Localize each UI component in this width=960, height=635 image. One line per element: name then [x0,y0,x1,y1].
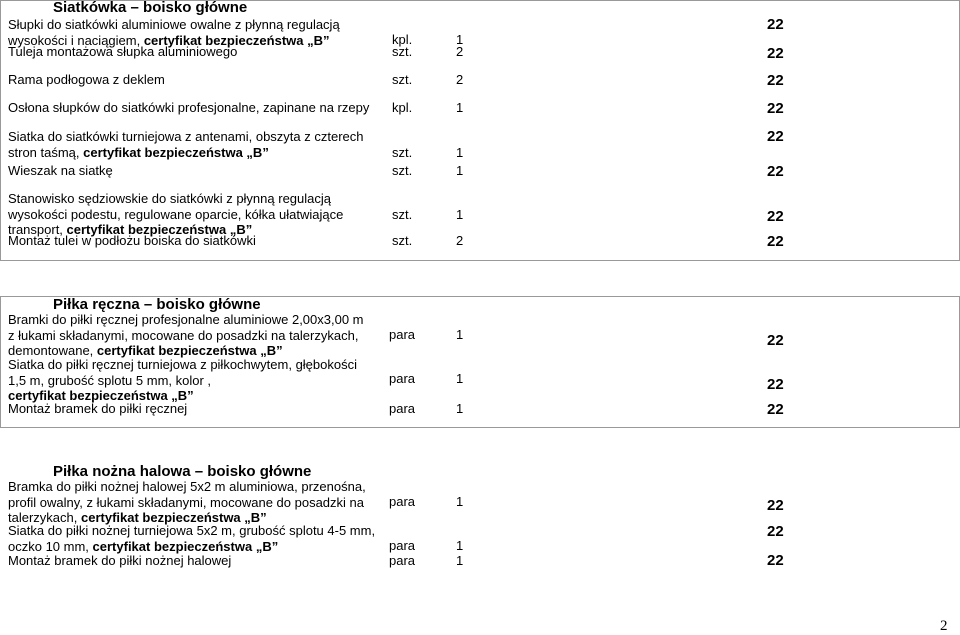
item-description: Osłona słupków do siatkówki profesjonalne, zapinane na rzepy [8,100,370,115]
item-unit: para [389,371,416,386]
item-qty: 1 [456,100,464,115]
item-value: 22 [767,497,784,514]
item-unit: szt. [392,163,413,178]
item-value: 22 [767,332,784,349]
item-value: 22 [767,233,784,250]
item-qty: 1 [456,494,464,509]
item-description: Montaż tulei w podłożu boiska do siatkówki [8,233,256,248]
item-value: 22 [767,552,784,569]
item-qty: 2 [456,72,464,87]
item-qty: 1 [456,207,464,222]
item-unit: szt. [392,233,413,248]
item-unit: para [389,327,416,342]
item-description: Bramka do piłki nożnej halowej 5x2 m aluminiowa, przenośna, profil owalny, z łukami składanymi, mocowane do posadzki na talerzykach, certyfikat bezpieczeństwa „B” [8,479,366,525]
item-description: Wieszak na siatkę [8,163,113,178]
item-qty: 2 [456,44,464,59]
item-description: Montaż bramek do piłki ręcznej [8,401,188,416]
item-description: Tuleja montażowa słupka aluminiowego [8,44,238,59]
item-unit: para [389,538,416,553]
item-value: 22 [767,45,784,62]
item-value: 22 [767,163,784,180]
item-description: Słupki do siatkówki aluminiowe owalne z płynną regulacją wysokości i naciągiem, certyfikat bezpieczeństwa „B” [8,17,340,48]
item-value: 22 [767,376,784,393]
item-description: Siatka do siatkówki turniejowa z antenami, obszyta z czterech stron taśmą, certyfikat bezpieczeństwa „B” [8,129,364,160]
item-description: Bramki do piłki ręcznej profesjonalne aluminiowe 2,00x3,00 m z łukami składanymi, mocowane do posadzki na talerzykach, demontowane, certyfikat bezpieczeństwa „B” [8,312,364,358]
item-description: Siatka do piłki nożnej turniejowa 5x2 m, grubość splotu 4-5 mm, oczko 10 mm, certyfikat bezpieczeństwa „B” [8,523,376,554]
item-unit: szt. [392,44,413,59]
item-qty: 1 [456,327,464,342]
page-number: 2 [940,618,948,634]
item-unit: kpl. [392,100,413,115]
item-unit: szt. [392,145,413,160]
item-value: 22 [767,128,784,145]
item-qty: 1 [456,553,464,568]
item-qty: 1 [456,163,464,178]
item-value: 22 [767,16,784,33]
table-border [0,260,960,261]
item-value: 22 [767,401,784,418]
item-qty: 1 [456,32,464,47]
item-unit: szt. [392,207,413,222]
item-qty: 1 [456,145,464,160]
item-unit: para [389,494,416,509]
item-value: 22 [767,208,784,225]
section-title: Piłka ręczna – boisko główne [53,296,261,313]
item-qty: 1 [456,401,464,416]
item-description: Montaż bramek do piłki nożnej halowej [8,553,232,568]
item-value: 22 [767,523,784,540]
item-qty: 1 [456,538,464,553]
item-unit: para [389,553,416,568]
item-description: Stanowisko sędziowskie do siatkówki z płynną regulacją wysokości podestu, regulowane oparcie, kółka ułatwiające transport, certyfikat bezpieczeństwa „B” [8,191,344,237]
section-title: Siatkówka – boisko główne [53,0,248,16]
table-border [0,296,1,427]
item-qty: 2 [456,233,464,248]
table-border [0,427,960,428]
table-border [0,0,1,260]
item-description: Siatka do piłki ręcznej turniejowa z piłkochwytem, głębokości 1,5 m, grubość splotu 5 mm, kolor , certyfikat bezpieczeństwa „B” [8,357,357,403]
section-title: Piłka nożna halowa – boisko główne [53,463,312,480]
item-unit: szt. [392,72,413,87]
item-description: Rama podłogowa z deklem [8,72,165,87]
item-value: 22 [767,72,784,89]
item-unit: kpl. [392,32,413,47]
item-qty: 1 [456,371,464,386]
item-unit: para [389,401,416,416]
item-value: 22 [767,100,784,117]
